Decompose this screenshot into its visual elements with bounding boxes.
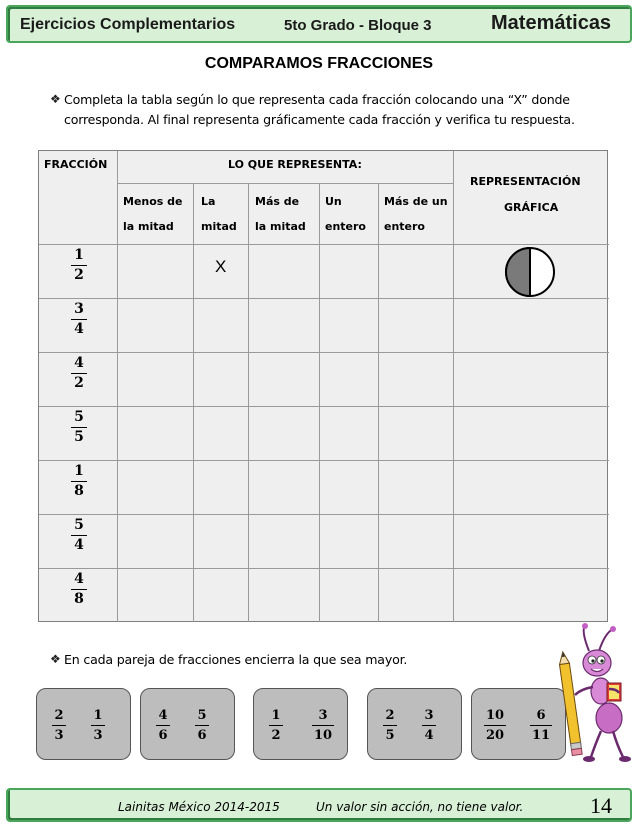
answer-cell[interactable] [194, 515, 249, 569]
pair-fraction[interactable] [484, 709, 506, 742]
footer-copyright: Lainitas México 2014-2015 [118, 800, 280, 814]
denominator: 6 [197, 728, 207, 743]
pair-fraction[interactable] [383, 709, 397, 742]
numerator: 1 [74, 247, 84, 263]
fraction-bar [195, 725, 209, 726]
fraction-cell [39, 407, 118, 461]
answer-cell[interactable] [249, 245, 320, 299]
fraction-bar [71, 427, 87, 428]
numerator: 3 [424, 708, 434, 723]
pair-fraction[interactable] [422, 709, 436, 742]
pair-fraction[interactable] [91, 709, 105, 742]
denominator: 5 [385, 728, 395, 743]
header-course: Ejercicios Complementarios [20, 16, 236, 33]
answer-cell[interactable] [249, 515, 320, 569]
graphic-cell[interactable] [454, 461, 609, 515]
fraction-bar [71, 589, 87, 590]
answer-cell[interactable] [118, 407, 194, 461]
header-subject: Matemáticas [491, 12, 612, 34]
numerator: 3 [74, 301, 84, 317]
denominator: 4 [424, 728, 434, 743]
fractions-table [38, 150, 608, 622]
answer-cell[interactable] [249, 353, 320, 407]
subheader-line2: entero [384, 220, 425, 233]
subheader-line1: Más de [255, 195, 300, 208]
subheader-cell [320, 184, 379, 245]
fraction-cell [39, 353, 118, 407]
numerator: 10 [485, 708, 505, 723]
subheader-cell [194, 184, 249, 245]
fraction-bar [71, 319, 87, 320]
answer-cell[interactable] [379, 569, 454, 622]
graphic-cell[interactable] [454, 515, 609, 569]
numerator: 1 [271, 708, 281, 723]
answer-cell[interactable] [379, 299, 454, 353]
fraction-cell [39, 461, 118, 515]
subheader-line1: Menos de [123, 195, 183, 208]
denominator: 3 [93, 728, 103, 743]
numerator: 1 [74, 463, 84, 479]
denominator: 2 [74, 375, 84, 391]
fraction [71, 572, 87, 606]
numerator: 4 [158, 708, 168, 723]
numerator: 5 [197, 708, 207, 723]
answer-cell[interactable] [320, 407, 379, 461]
header-graphic-line2: GRÁFICA [504, 201, 559, 214]
pair-fraction[interactable] [269, 709, 283, 742]
denominator: 3 [54, 728, 64, 743]
subheader-line1: La [201, 195, 216, 208]
fraction-bar [383, 725, 397, 726]
fraction-cell [39, 299, 118, 353]
diamond-bullet-icon: ❖ [50, 652, 61, 666]
fraction-pair-card[interactable] [36, 688, 131, 760]
header-graphic-cell [454, 151, 609, 245]
denominator: 2 [271, 728, 281, 743]
footer-motto: Un valor sin acción, no tiene valor. [316, 800, 524, 814]
numerator: 3 [318, 708, 328, 723]
answer-cell[interactable] [249, 407, 320, 461]
fraction [71, 302, 87, 336]
header-represents-cell [118, 151, 454, 184]
instruction-line-2: corresponda. Al final representa gráficamente cada fracción y verifica tu respuesta. [64, 112, 575, 127]
answer-cell[interactable] [379, 407, 454, 461]
answer-cell[interactable] [194, 569, 249, 622]
fraction-bar [422, 725, 436, 726]
subheader-cell [118, 184, 194, 245]
page-number: 14 [590, 793, 612, 818]
instruction-compare-text: En cada pareja de fracciones encierra la que sea mayor. [64, 652, 408, 667]
denominator: 11 [531, 728, 551, 743]
numerator: 5 [74, 409, 84, 425]
instruction-table [48, 90, 608, 130]
fraction-bar [156, 725, 170, 726]
fraction-bar [71, 481, 87, 482]
answer-cell[interactable] [320, 515, 379, 569]
fraction-cell [39, 515, 118, 569]
denominator: 5 [74, 429, 84, 445]
answer-cell[interactable] [118, 461, 194, 515]
answer-cell[interactable] [320, 299, 379, 353]
answer-cell[interactable] [249, 461, 320, 515]
fraction-bar [71, 535, 87, 536]
subheader-line2: la mitad [255, 220, 306, 233]
graphic-cell[interactable] [454, 407, 609, 461]
numerator: 5 [74, 517, 84, 533]
answer-cell[interactable] [118, 245, 194, 299]
answer-cell[interactable] [194, 407, 249, 461]
answer-cell[interactable] [194, 353, 249, 407]
denominator: 4 [74, 321, 84, 337]
answer-cell[interactable] [320, 569, 379, 622]
fraction-bar [91, 725, 105, 726]
fraction [71, 356, 87, 390]
answer-cell[interactable] [249, 569, 320, 622]
fraction [71, 518, 87, 552]
fraction-pair-card[interactable] [367, 688, 462, 760]
graphic-cell[interactable] [454, 353, 609, 407]
denominator: 8 [74, 591, 84, 607]
answer-cell[interactable] [379, 353, 454, 407]
x-mark: X [215, 257, 227, 276]
denominator: 8 [74, 483, 84, 499]
answer-cell[interactable] [320, 245, 379, 299]
denominator: 20 [485, 728, 505, 743]
header-graphic-line1: REPRESENTACIÓN [470, 175, 581, 188]
answer-cell[interactable] [379, 515, 454, 569]
answer-cell[interactable] [379, 245, 454, 299]
numerator: 4 [74, 355, 84, 371]
denominator: 10 [313, 728, 333, 743]
fraction [71, 248, 87, 282]
header-represents: LO QUE REPRESENTA: [228, 158, 362, 171]
ant-mascot-illustration [545, 623, 635, 763]
fraction-bar [269, 725, 283, 726]
pair-fraction[interactable] [156, 709, 170, 742]
fraction-bar [71, 265, 87, 266]
fraction-pair-card[interactable] [140, 688, 235, 760]
graphic-cell[interactable] [454, 245, 609, 299]
subheader-line2: entero [325, 220, 366, 233]
answer-cell[interactable] [194, 461, 249, 515]
header-fraction: FRACCIÓN [44, 158, 108, 171]
subheader-line1: Un [325, 195, 342, 208]
answer-cell[interactable] [320, 353, 379, 407]
answer-cell[interactable] [118, 515, 194, 569]
answer-cell[interactable] [379, 461, 454, 515]
fraction-bar [484, 725, 506, 726]
pair-fraction[interactable] [52, 709, 66, 742]
diamond-bullet-icon: ❖ [50, 92, 61, 106]
answer-cell[interactable] [118, 569, 194, 622]
pair-fraction[interactable] [312, 709, 334, 742]
subheader-cell [379, 184, 454, 245]
graphic-cell[interactable] [454, 569, 609, 622]
footer-band [6, 788, 632, 822]
fraction [71, 410, 87, 444]
numerator: 2 [54, 708, 64, 723]
instruction-compare [48, 650, 608, 670]
subheader-line1: Más de un [384, 195, 448, 208]
answer-cell[interactable] [118, 353, 194, 407]
subheader-line2: mitad [201, 220, 237, 233]
header-grade: 5to Grado - Bloque 3 [284, 17, 432, 34]
fraction-cell [39, 569, 118, 622]
numerator: 6 [536, 708, 546, 723]
fraction-bar [312, 725, 334, 726]
subheader-cell [249, 184, 320, 245]
page-title: COMPARAMOS FRACCIONES [204, 55, 434, 72]
fraction-bar [52, 725, 66, 726]
fraction-cell [39, 245, 118, 299]
half-circle-graphic [504, 246, 556, 298]
fraction-pair-card[interactable] [253, 688, 348, 760]
numerator: 4 [74, 571, 84, 587]
numerator: 2 [385, 708, 395, 723]
fraction-bar [71, 373, 87, 374]
answer-cell[interactable] [194, 245, 249, 299]
answer-cell[interactable] [194, 299, 249, 353]
header-band [6, 5, 632, 43]
answer-cell[interactable] [118, 299, 194, 353]
numerator: 1 [93, 708, 103, 723]
graphic-cell[interactable] [454, 299, 609, 353]
subheader-line2: la mitad [123, 220, 174, 233]
denominator: 4 [74, 537, 84, 553]
denominator: 6 [158, 728, 168, 743]
answer-cell[interactable] [249, 299, 320, 353]
header-fraction-cell [39, 151, 118, 245]
fraction [71, 464, 87, 498]
denominator: 2 [74, 267, 84, 283]
pair-fraction[interactable] [195, 709, 209, 742]
answer-cell[interactable] [320, 461, 379, 515]
instruction-line-1: Completa la tabla según lo que representa cada fracción colocando una “X” donde [64, 92, 570, 107]
